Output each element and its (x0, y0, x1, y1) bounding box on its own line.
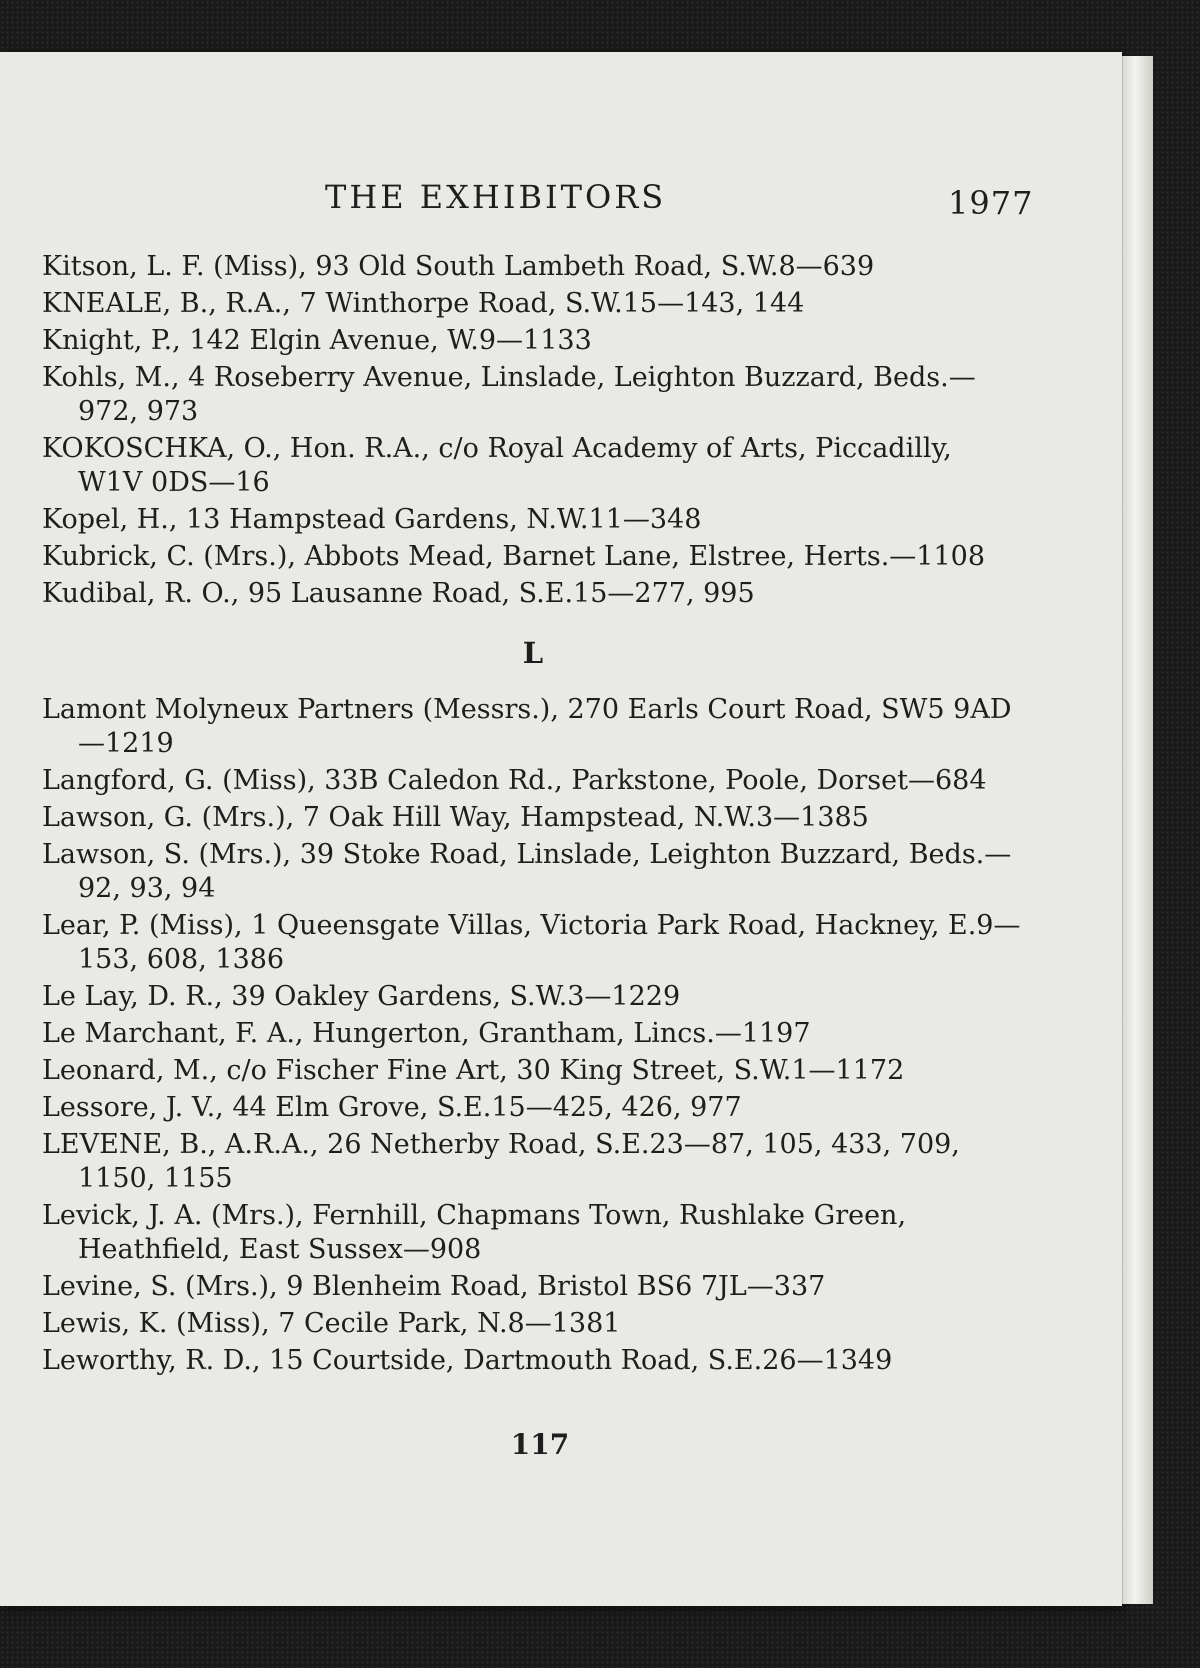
exhibitor-entry: Kohls, M., 4 Roseberry Avenue, Linslade, Leighton Buzzard, Beds.—972, 973 (42, 362, 976, 427)
exhibitor-entry: Kitson, L. F. (Miss), 93 Old South Lambeth Road, S.W.8—639 (42, 251, 875, 282)
running-title: THE EXHIBITORS (325, 178, 667, 216)
exhibitor-entry: Kopel, H., 13 Hampstead Gardens, N.W.11—348 (42, 504, 702, 535)
exhibitor-entry: Knight, P., 142 Elgin Avenue, W.9—1133 (42, 325, 592, 356)
exhibitor-entry: Lewis, K. (Miss), 7 Cecile Park, N.8—1381 (42, 1308, 621, 1339)
exhibitor-entry: Lawson, S. (Mrs.), 39 Stoke Road, Linslade, Leighton Buzzard, Beds.—92, 93, 94 (42, 839, 1012, 904)
exhibitor-entry: Levine, S. (Mrs.), 9 Blenheim Road, Bristol BS6 7JL—337 (42, 1271, 826, 1302)
page-edge (1122, 56, 1153, 1604)
exhibitor-entry: Le Lay, D. R., 39 Oakley Gardens, S.W.3—1229 (42, 981, 681, 1012)
exhibitor-list (42, 250, 1024, 1381)
exhibitor-entry: Kudibal, R. O., 95 Lausanne Road, S.E.15—277, 995 (42, 578, 755, 609)
exhibitor-entry: Kubrick, C. (Mrs.), Abbots Mead, Barnet Lane, Elstree, Herts.—1108 (42, 541, 986, 572)
exhibitor-entry: Le Marchant, F. A., Hungerton, Grantham, Lincs.—1197 (42, 1018, 811, 1049)
exhibitor-entry: Lamont Molyneux Partners (Messrs.), 270 Earls Court Road, SW5 9AD—1219 (42, 694, 1012, 759)
section-heading: L (522, 636, 544, 670)
exhibitor-entry: LEVENE, B., A.R.A., 26 Netherby Road, S.E.23—87, 105, 433, 709, 1150, 1155 (42, 1129, 960, 1194)
year: 1977 (948, 184, 1034, 222)
exhibitor-entry: Leworthy, R. D., 15 Courtside, Dartmouth Road, S.E.26—1349 (42, 1345, 893, 1376)
exhibitor-entry: Levick, J. A. (Mrs.), Fernhill, Chapmans Town, Rushlake Green, Heathfield, East Sussex—908 (42, 1200, 907, 1265)
exhibitor-entry: KOKOSCHKA, O., Hon. R.A., c/o Royal Academy of Arts, Piccadilly, W1V 0DS—16 (42, 433, 952, 498)
page-header (0, 132, 1122, 222)
page-number: 117 (510, 1428, 570, 1461)
exhibitor-entry: Lessore, J. V., 44 Elm Grove, S.E.15—425, 426, 977 (42, 1092, 742, 1123)
exhibitor-entry: Lawson, G. (Mrs.), 7 Oak Hill Way, Hampstead, N.W.3—1385 (42, 802, 869, 833)
exhibitor-entry: KNEALE, B., R.A., 7 Winthorpe Road, S.W.15—143, 144 (42, 288, 805, 319)
exhibitor-entry: Lear, P. (Miss), 1 Queensgate Villas, Victoria Park Road, Hackney, E.9—153, 608, 1386 (42, 910, 1021, 975)
exhibitor-entry: Langford, G. (Miss), 33B Caledon Rd., Parkstone, Poole, Dorset—684 (42, 765, 987, 796)
exhibitor-entry: Leonard, M., c/o Fischer Fine Art, 30 King Street, S.W.1—1172 (42, 1055, 905, 1086)
